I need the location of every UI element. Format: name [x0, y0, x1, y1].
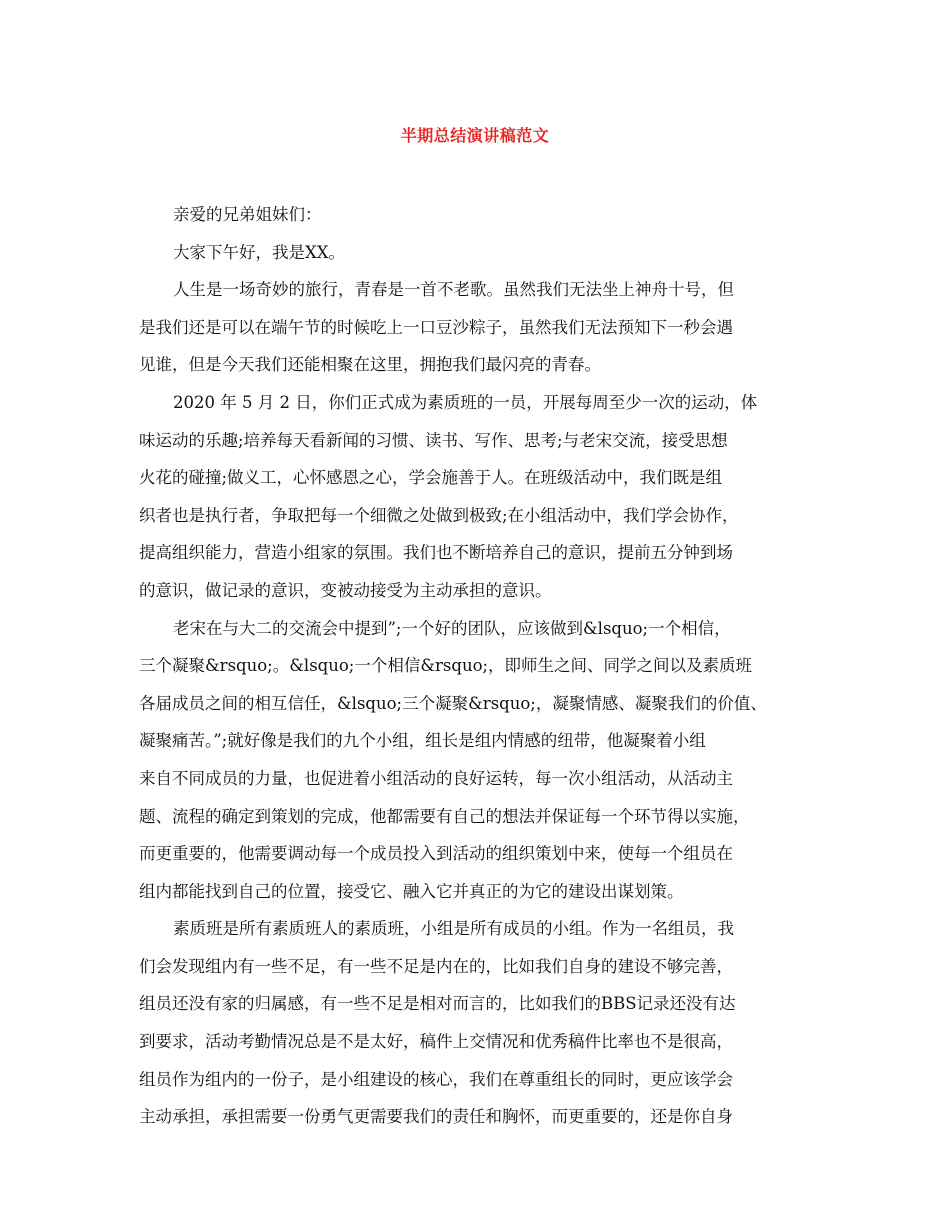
- text-line: 是我们还是可以在端午节的时候吃上一口豆沙粽子，虽然我们无法预知下一秒会遇: [139, 317, 733, 337]
- text-line: 老宋在与大二的交流会中提到”;一个好的团队，应该做到&lsquo;一个相信，: [173, 618, 731, 638]
- document-title: 半期总结演讲稿范文: [400, 126, 550, 145]
- text-line: 组内都能找到自己的位置，接受它、融入它并真正的为它的建设出谋划策。: [139, 881, 684, 901]
- text-line: 组员作为组内的一份子，是小组建设的核心，我们在尊重组长的同时，更应该学会: [139, 1069, 733, 1089]
- text-line: 织者也是执行者，争取把每一个细微之处做到极致;在小组活动中，我们学会协作，: [139, 505, 739, 525]
- text-line: 提高组织能力，营造小组家的氛围。我们也不断培养自己的意识，提前五分钟到场: [139, 543, 733, 563]
- text-line: 主动承担，承担需要一份勇气更需要我们的责任和胸怀，而更重要的，还是你自身: [139, 1107, 733, 1127]
- text-line: 大家下午好，我是XX。: [173, 242, 345, 262]
- text-line: 各届成员之间的相互信任，&lsquo;三个凝聚&rsquo;，凝聚情感、凝聚我们的价值、: [139, 693, 767, 713]
- text-line: 凝聚痛苦。”;就好像是我们的九个小组，组长是组内情感的纽带，他凝聚着小组: [139, 731, 706, 751]
- text-line: 素质班是所有素质班人的素质班，小组是所有成员的小组。作为一名组员，我: [173, 919, 734, 939]
- text-line: 的意识，做记录的意识，变被动接受为主动承担的意识。: [139, 580, 552, 600]
- text-line: 见谁，但是今天我们还能相聚在这里，拥抱我们最闪亮的青春。: [139, 355, 601, 375]
- text-line: 三个凝聚&rsquo;。&lsquo;一个相信&rsquo;，即师生之间、同学之间以及素质班: [139, 656, 753, 676]
- text-line: 人生是一场奇妙的旅行，青春是一首不老歌。虽然我们无法坐上神舟十号，但: [173, 280, 734, 300]
- text-line: 味运动的乐趣;培养每天看新闻的习惯、读书、写作、思考;与老宋交流，接受思想: [139, 430, 728, 450]
- text-line: 到要求，活动考勤情况总是不是太好，稿件上交情况和优秀稿件比率也不是很高，: [139, 1032, 733, 1052]
- text-line: 2020 年 5 月 2 日，你们正式成为素质班的一员，开展每周至少一次的运动，体: [173, 392, 758, 412]
- text-line: 而更重要的，他需要调动每一个成员投入到活动的组织策划中来，使每一个组员在: [139, 844, 733, 864]
- document-body: [139, 196, 839, 1136]
- text-line: 组员还没有家的归属感，有一些不足是相对而言的，比如我们的BBS记录还没有达: [139, 994, 736, 1014]
- text-line: 题、流程的确定到策划的完成，他都需要有自己的想法并保证每一个环节得以实施，: [139, 806, 750, 826]
- text-line: 们会发现组内有一些不足，有一些不足是内在的，比如我们自身的建设不够完善，: [139, 956, 733, 976]
- text-line: 来自不同成员的力量，也促进着小组活动的良好运转，每一次小组活动，从活动主: [139, 768, 733, 788]
- text-line: 亲爱的兄弟姐妹们：: [173, 205, 322, 224]
- text-line: 火花的碰撞;做义工，心怀感恩之心，学会施善于人。在班级活动中，我们既是组: [139, 468, 723, 488]
